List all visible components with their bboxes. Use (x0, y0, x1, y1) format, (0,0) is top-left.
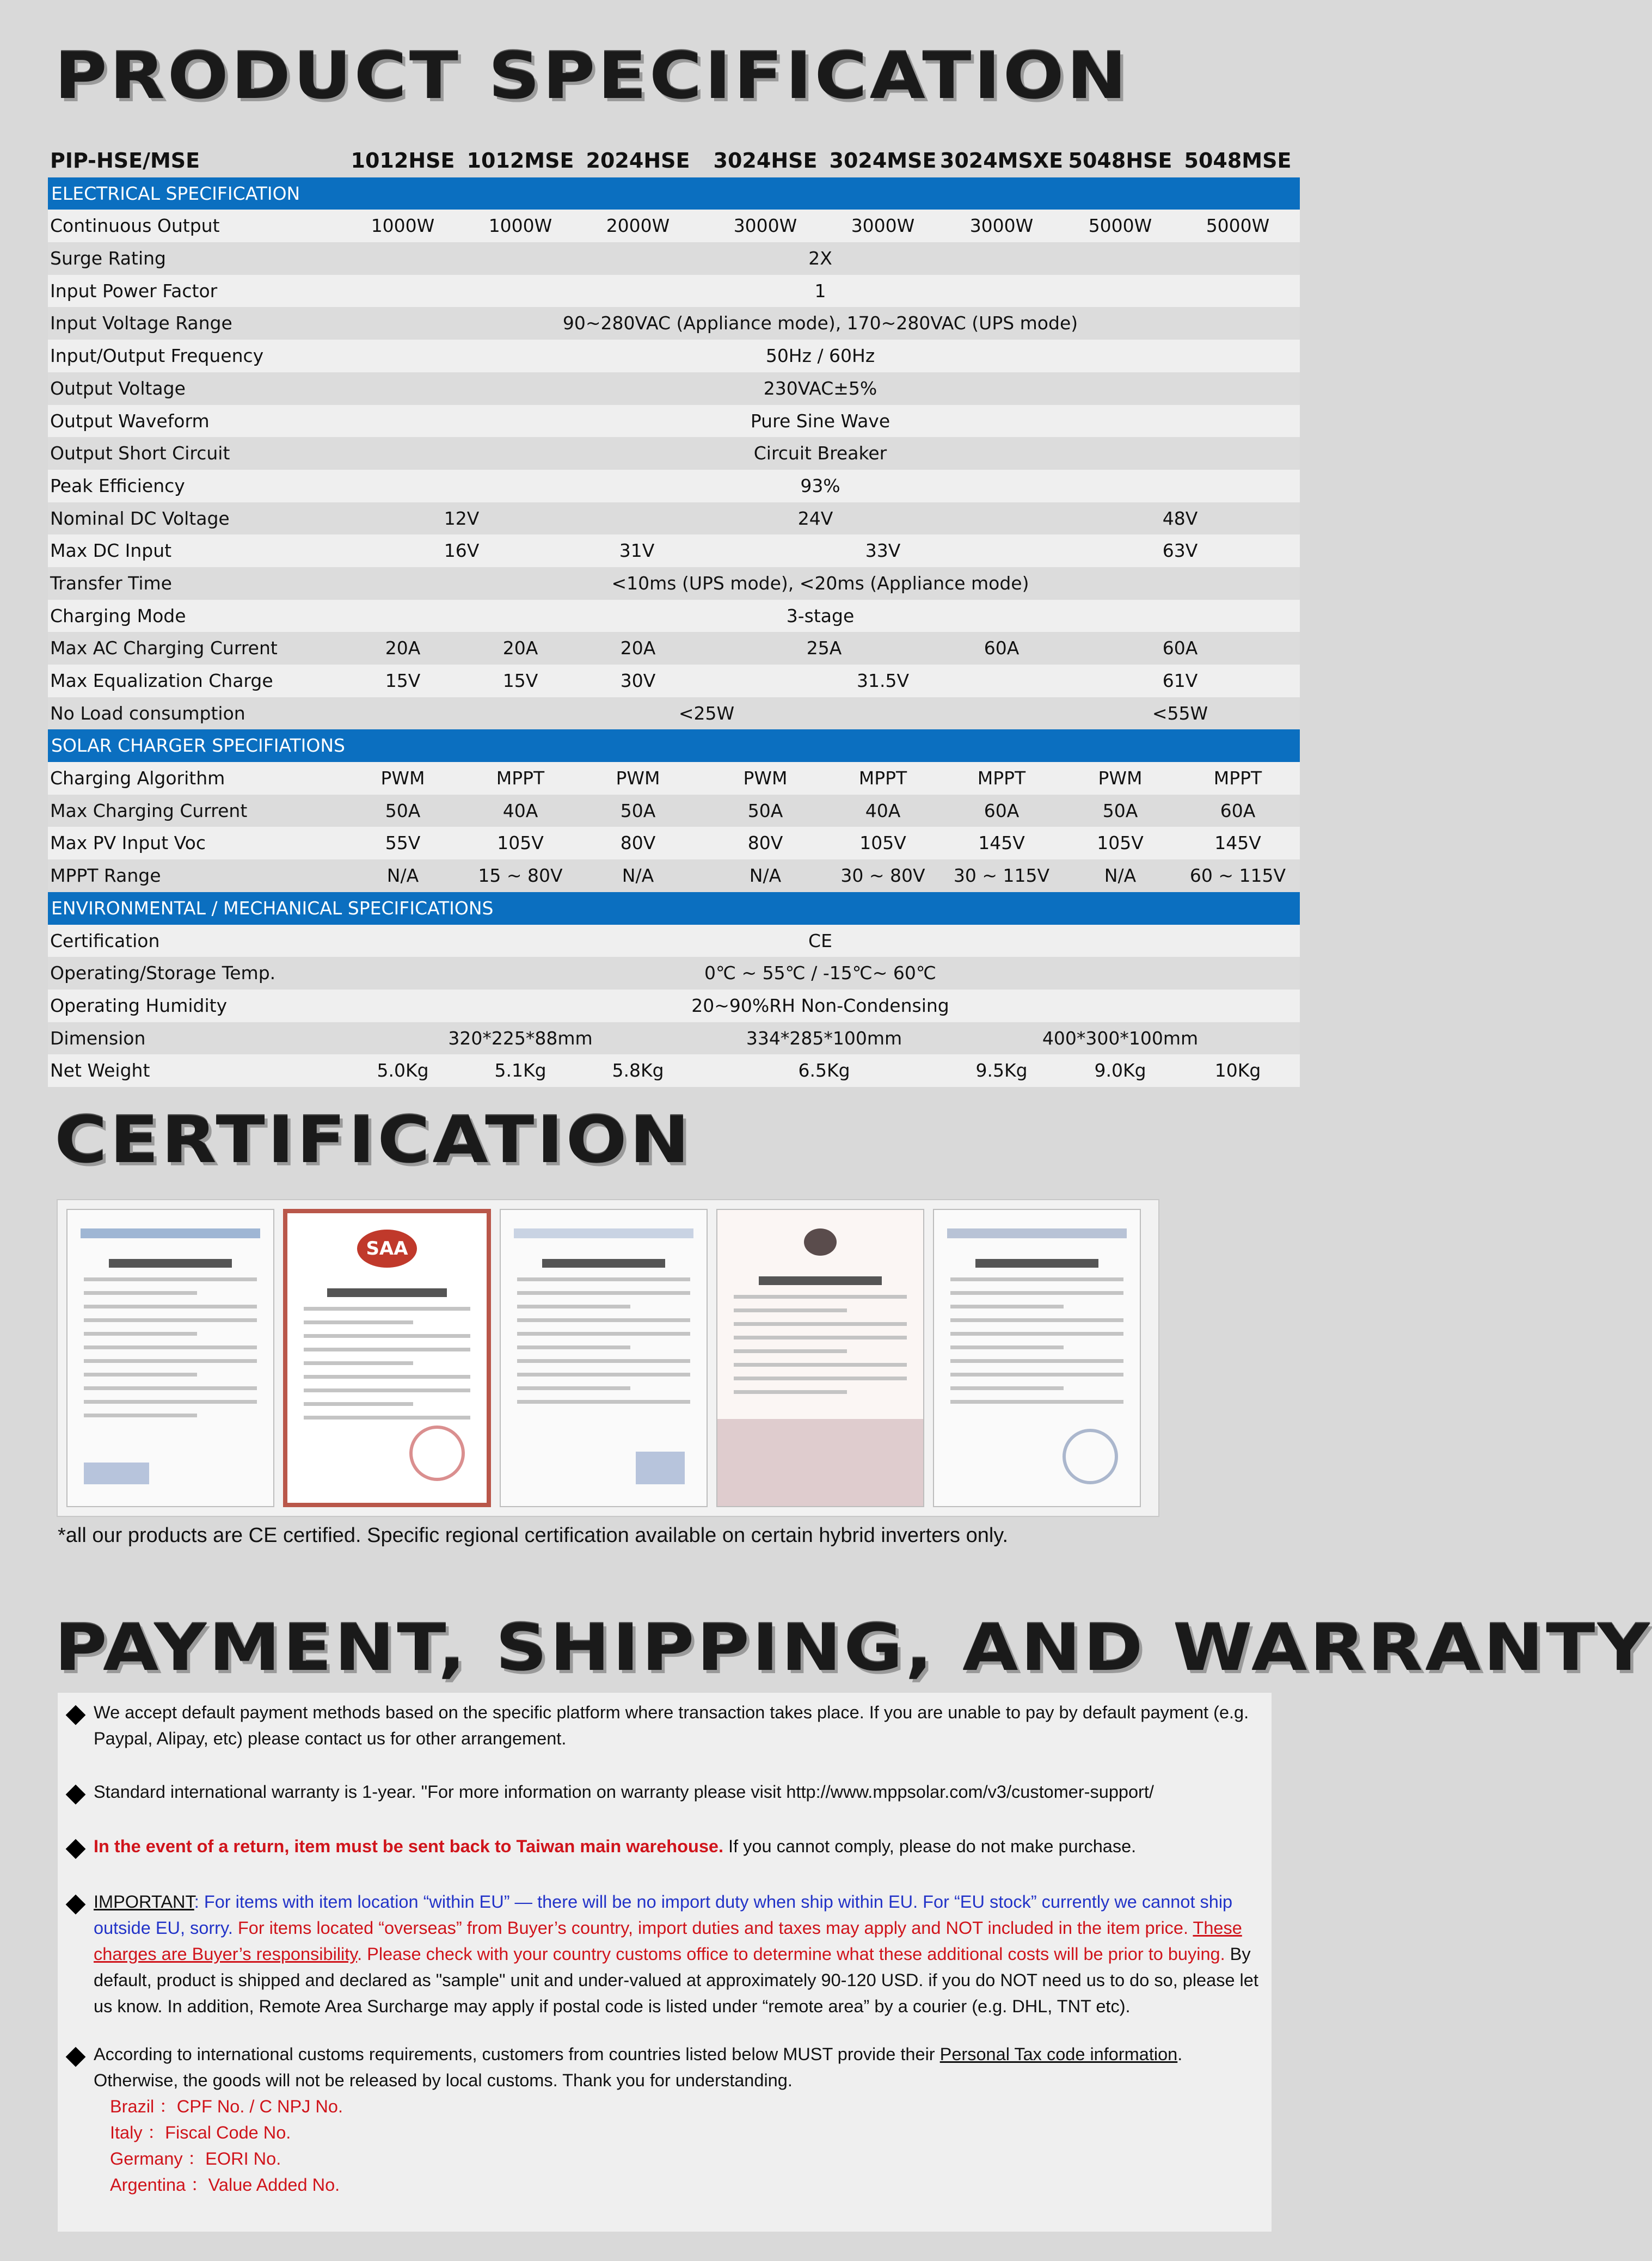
spec-row-continuous-output-value: 1000W (371, 215, 435, 237)
spec-row-operating-humidity (48, 990, 1300, 1022)
solar-charger-spec-section (48, 729, 1300, 762)
solar-charger-spec-section-title: SOLAR CHARGER SPECIFIATIONS (51, 735, 345, 757)
spec-row-max-charging-current-value: 50A (1102, 800, 1138, 821)
spec-row-transfer-time (48, 567, 1300, 600)
spec-row-input-output-frequency-value: 50Hz / 60Hz (765, 345, 875, 367)
spec-row-continuous-output-value: 2000W (606, 215, 670, 237)
spec-row-dimension-value: 334*285*100mm (746, 1027, 902, 1049)
spec-row-charging-algorithm-value: MPPT (496, 767, 545, 789)
spec-row-max-equalization-charge-value: 30V (620, 670, 656, 691)
spec-row-input-output-frequency (48, 340, 1300, 372)
diamond-bullet-icon (66, 1705, 86, 1725)
spec-row-max-ac-charging-current-value: 20A (502, 637, 538, 659)
spec-row-surge-rating (48, 242, 1300, 275)
spec-row-certification-label: Certification (50, 930, 160, 951)
eu-shipping-note: : For items with item location “within EU” — there will be no import duty when ship within EU. For “EU stock” currently we cannot ship outside EU, sorry. (94, 1892, 1233, 1938)
spec-row-input-output-frequency-label: Input/Output Frequency (50, 345, 264, 367)
import-duty-item (66, 1889, 1261, 2019)
spec-row-continuous-output-value: 3000W (733, 215, 797, 237)
spec-row-output-waveform (48, 405, 1300, 438)
spec-row-max-ac-charging-current-value: 25A (806, 637, 842, 659)
spec-row-continuous-output-value: 3000W (851, 215, 915, 237)
spec-row-max-equalization-charge-value: 15V (502, 670, 538, 691)
spec-row-max-ac-charging-current-value: 60A (1162, 637, 1198, 659)
model-header-5048hse: 5048HSE (1068, 149, 1172, 173)
spec-row-output-voltage-value: 230VAC±5% (763, 377, 877, 399)
spec-row-mppt-range-value: 30 ~ 80V (840, 865, 925, 887)
spec-row-no-load-consumption-value: <55W (1152, 702, 1208, 724)
spec-row-transfer-time-label: Transfer Time (50, 572, 172, 594)
diamond-bullet-icon (66, 1785, 86, 1805)
spec-row-max-equalization-charge-value: 61V (1162, 670, 1198, 691)
environmental-spec-section-title: ENVIRONMENTAL / MECHANICAL SPECIFICATIONS (51, 897, 494, 919)
spec-row-charging-algorithm-value: MPPT (858, 767, 907, 789)
spec-row-net-weight-value: 6.5Kg (798, 1060, 850, 1082)
spec-row-nominal-dc-voltage-value: 12V (444, 507, 480, 529)
important-label: IMPORTANT (94, 1892, 194, 1912)
spec-row-max-charging-current-value: 50A (620, 800, 656, 821)
country-requirement-germany: Germany ：EORI No. (110, 2149, 281, 2168)
electrical-spec-section (48, 177, 1300, 210)
spec-row-charging-mode-label: Charging Mode (50, 605, 186, 626)
spec-row-net-weight-value: 5.0Kg (377, 1060, 429, 1082)
spec-row-max-dc-input (48, 534, 1300, 567)
eurofins-certificate-image (500, 1209, 708, 1507)
saa-logo: SAA (357, 1230, 417, 1268)
personal-tax-code-label: Personal Tax code information (939, 2044, 1178, 2064)
spec-row-net-weight-value: 10Kg (1214, 1060, 1261, 1082)
spec-row-operating-humidity-value: 20~90%RH Non-Condensing (691, 994, 949, 1016)
payment-info-box (58, 1693, 1272, 2232)
certification-heading: CERTIFICATION (54, 1102, 692, 1177)
spec-row-max-pv-input-voc-value: 145V (978, 832, 1025, 854)
spec-row-max-charging-current-value: 60A (984, 800, 1020, 821)
tax-code-text-a: According to international customs requirements, customers from countries listed below MUST provide their (94, 2044, 940, 2064)
certificate-of-compliance-image (716, 1209, 924, 1507)
tax-code-item (66, 2041, 1261, 2198)
spec-row-mppt-range-value: 60 ~ 115V (1189, 865, 1286, 887)
spec-row-max-charging-current-value: 50A (385, 800, 421, 821)
spec-row-net-weight-label: Net Weight (50, 1060, 150, 1082)
spec-row-no-load-consumption (48, 697, 1300, 730)
spec-row-input-power-factor (48, 275, 1300, 308)
spec-row-surge-rating-label: Surge Rating (50, 248, 166, 269)
model-header-3024mse: 3024MSE (829, 149, 937, 173)
spec-row-input-voltage-range (48, 307, 1300, 340)
spec-row-surge-rating-value: 2X (808, 248, 832, 269)
spec-row-max-equalization-charge-label: Max Equalization Charge (50, 670, 273, 691)
spec-row-input-voltage-range-label: Input Voltage Range (50, 312, 232, 334)
spec-row-max-ac-charging-current-value: 20A (385, 637, 421, 659)
model-header-5048mse: 5048MSE (1184, 149, 1292, 173)
spec-row-peak-efficiency-value: 93% (800, 475, 840, 496)
spec-row-continuous-output-label: Continuous Output (50, 215, 220, 237)
spec-row-max-charging-current-label: Max Charging Current (50, 800, 248, 821)
spec-row-certification-value: CE (808, 930, 832, 951)
spec-row-peak-efficiency (48, 470, 1300, 502)
product-specification-heading: PRODUCT SPECIFICATION (54, 38, 1129, 113)
spec-row-max-charging-current (48, 795, 1300, 827)
model-header-2024hse: 2024HSE (586, 149, 690, 173)
spec-row-max-dc-input-value: 16V (444, 540, 480, 562)
spec-row-max-pv-input-voc-value: 80V (620, 832, 656, 854)
spec-row-mppt-range-value: N/A (622, 865, 654, 887)
ec-certificate-image (933, 1209, 1141, 1507)
spec-row-nominal-dc-voltage-value: 48V (1162, 507, 1198, 529)
spec-row-charging-algorithm-value: MPPT (977, 767, 1026, 789)
spec-row-charging-algorithm-value: PWM (380, 767, 425, 789)
spec-row-net-weight-value: 9.5Kg (975, 1060, 1028, 1082)
electrical-spec-section-title: ELECTRICAL SPECIFICATION (51, 182, 300, 204)
spec-row-continuous-output-value: 5000W (1206, 215, 1270, 237)
spec-row-nominal-dc-voltage-label: Nominal DC Voltage (50, 507, 230, 529)
spec-row-mppt-range-value: 15 ~ 80V (478, 865, 563, 887)
diamond-bullet-icon (66, 1839, 86, 1859)
spec-row-net-weight-value: 5.8Kg (612, 1060, 664, 1082)
spec-row-mppt-range (48, 859, 1300, 892)
spec-row-max-pv-input-voc-label: Max PV Input Voc (50, 832, 206, 854)
spec-row-input-power-factor-label: Input Power Factor (50, 280, 218, 302)
spec-row-charging-algorithm-value: PWM (616, 767, 660, 789)
diamond-bullet-icon (66, 2047, 86, 2067)
model-header-1012mse: 1012MSE (466, 149, 574, 173)
spec-row-charging-algorithm-label: Charging Algorithm (50, 767, 225, 789)
spec-row-input-voltage-range-value: 90~280VAC (Appliance mode), 170~280VAC (UPS mode) (562, 312, 1078, 334)
return-policy-item (66, 1833, 1261, 1859)
spec-row-mppt-range-label: MPPT Range (50, 865, 161, 887)
country-requirement-argentina: Argentina ：Value Added No. (110, 2175, 340, 2195)
spec-row-max-ac-charging-current-value: 60A (984, 637, 1020, 659)
model-header-3024msxe: 3024MSXE (939, 149, 1064, 173)
spec-header-row (48, 145, 1300, 177)
spec-row-max-pv-input-voc-value: 105V (859, 832, 906, 854)
customs-check-note: . Please check with your country customs office to determine what these additional costs will be prior to buying. (357, 1944, 1225, 1964)
spec-row-max-ac-charging-current-label: Max AC Charging Current (50, 637, 278, 659)
declaration-note: By default, product is shipped and declared as "sample" unit and under-valued at approximately 90-120 USD. if you do NOT need us to do so, please let us know. In addition, Remote Area Surcharge may apply if postal code is listed under “remote area” by a courier (e.g. DHL, TNT etc). (94, 1944, 1258, 2016)
spec-row-transfer-time-value: <10ms (UPS mode), <20ms (Appliance mode) (611, 572, 1029, 594)
spec-row-operating-storage-temp-value: 0℃ ~ 55℃ / -15℃~ 60℃ (704, 962, 936, 984)
warranty-item (66, 1779, 1261, 1805)
spec-row-operating-humidity-label: Operating Humidity (50, 994, 228, 1016)
spec-row-max-charging-current-value: 50A (747, 800, 783, 821)
payment-methods-text: We accept default payment methods based on the specific platform where transaction takes place. If you are unable to pay by default payment (e.g. Paypal, Alipay, etc) please contact us for other arrangement. (94, 1703, 1249, 1748)
spec-row-operating-storage-temp (48, 957, 1300, 990)
spec-row-max-equalization-charge-value: 31.5V (856, 670, 910, 691)
spec-row-charging-algorithm-value: PWM (1098, 767, 1143, 789)
certificate-of-conformity-image (66, 1209, 274, 1507)
spec-row-input-power-factor-value: 1 (814, 280, 826, 302)
spec-row-mppt-range-value: 30 ~ 115V (953, 865, 1050, 887)
spec-row-certification (48, 925, 1300, 957)
spec-row-net-weight-value: 9.0Kg (1094, 1060, 1146, 1082)
spec-row-max-pv-input-voc-value: 105V (497, 832, 544, 854)
spec-row-peak-efficiency-label: Peak Efficiency (50, 475, 185, 496)
country-requirements-list (110, 2093, 1261, 2198)
spec-row-charging-algorithm-value: MPPT (1213, 767, 1262, 789)
spec-row-output-waveform-value: Pure Sine Wave (750, 410, 891, 432)
model-header-1012hse: 1012HSE (351, 149, 455, 173)
spec-row-output-voltage-label: Output Voltage (50, 377, 186, 399)
spec-row-continuous-output (48, 210, 1300, 242)
spec-row-charging-algorithm (48, 762, 1300, 795)
spec-row-max-charging-current-value: 40A (865, 800, 901, 821)
spec-table (48, 145, 1300, 1087)
spec-row-mppt-range-value: N/A (749, 865, 782, 887)
spec-row-nominal-dc-voltage-value: 24V (797, 507, 833, 529)
spec-row-max-dc-input-value: 31V (619, 540, 655, 562)
spec-row-operating-storage-temp-label: Operating/Storage Temp. (50, 962, 276, 984)
spec-row-max-dc-input-value: 63V (1162, 540, 1198, 562)
payment-methods-item (66, 1699, 1261, 1752)
spec-row-continuous-output-value: 3000W (969, 215, 1034, 237)
buyer-responsibility-note: These charges are Buyer’s responsibility (94, 1918, 1242, 1964)
spec-row-max-dc-input-value: 33V (865, 540, 901, 562)
model-header-3024hse: 3024HSE (713, 149, 818, 173)
spec-row-max-charging-current-value: 60A (1220, 800, 1256, 821)
overseas-duty-note: For items located “overseas” from Buyer’s country, import duties and taxes may apply and NOT included in the item price. (232, 1918, 1193, 1938)
country-requirement-brazil: Brazil ：CPF No. / C NPJ No. (110, 2097, 343, 2116)
warranty-text: Standard international warranty is 1-year. "For more information on warranty please visit http://www.mppsolar.com/v3/customer-support/ (94, 1782, 1154, 1802)
certification-note: *all our products are CE certified. Specific regional certification available on certain hybrid inverters only. (58, 1524, 1009, 1547)
spec-row-max-equalization-charge-value: 15V (385, 670, 421, 691)
spec-row-charging-algorithm-value: PWM (743, 767, 788, 789)
certificate-gallery (58, 1200, 1158, 1516)
spec-row-max-ac-charging-current (48, 632, 1300, 665)
tax-code-text-b: . Otherwise, the goods will not be released by local customs. Thank you for understanding. (94, 2044, 1183, 2090)
spec-row-mppt-range-value: N/A (386, 865, 419, 887)
spec-row-dimension (48, 1022, 1300, 1055)
environmental-spec-section (48, 892, 1300, 925)
spec-row-max-pv-input-voc-value: 80V (747, 832, 783, 854)
spec-row-mppt-range-value: N/A (1104, 865, 1137, 887)
spec-row-net-weight-value: 5.1Kg (494, 1060, 546, 1082)
spec-row-net-weight (48, 1054, 1300, 1087)
spec-row-output-short-circuit (48, 437, 1300, 470)
spec-row-output-short-circuit-value: Circuit Breaker (753, 443, 887, 464)
spec-row-dimension-value: 400*300*100mm (1042, 1027, 1199, 1049)
saa-certificate-image (283, 1209, 491, 1507)
spec-row-no-load-consumption-label: No Load consumption (50, 702, 245, 724)
payment-shipping-warranty-heading: PAYMENT, SHIPPING, AND WARRANTY (54, 1610, 1652, 1685)
spec-row-charging-mode (48, 600, 1300, 632)
spec-row-output-waveform-label: Output Waveform (50, 410, 210, 432)
spec-row-output-short-circuit-label: Output Short Circuit (50, 443, 230, 464)
spec-row-continuous-output-value: 5000W (1088, 215, 1152, 237)
spec-row-dimension-label: Dimension (50, 1027, 146, 1049)
spec-row-dimension-value: 320*225*88mm (448, 1027, 593, 1049)
spec-row-output-voltage (48, 372, 1300, 405)
spec-row-max-pv-input-voc (48, 827, 1300, 859)
spec-row-max-dc-input-label: Max DC Input (50, 540, 172, 562)
spec-row-continuous-output-value: 1000W (488, 215, 552, 237)
country-requirement-italy: Italy ：Fiscal Code No. (110, 2123, 291, 2142)
model-series-label: PIP-HSE/MSE (50, 149, 200, 173)
spec-row-nominal-dc-voltage (48, 502, 1300, 535)
spec-row-max-equalization-charge (48, 665, 1300, 697)
spec-row-max-charging-current-value: 40A (502, 800, 538, 821)
diamond-bullet-icon (66, 1895, 86, 1915)
spec-row-max-ac-charging-current-value: 20A (620, 637, 656, 659)
return-warning: In the event of a return, item must be sent back to Taiwan main warehouse. (94, 1836, 724, 1856)
spec-row-max-pv-input-voc-value: 55V (385, 832, 421, 854)
spec-row-charging-mode-value: 3-stage (786, 605, 855, 626)
return-note: If you cannot comply, please do not make purchase. (723, 1836, 1137, 1856)
spec-row-max-pv-input-voc-value: 145V (1214, 832, 1261, 854)
spec-row-max-pv-input-voc-value: 105V (1097, 832, 1144, 854)
spec-row-no-load-consumption-value: <25W (678, 702, 735, 724)
